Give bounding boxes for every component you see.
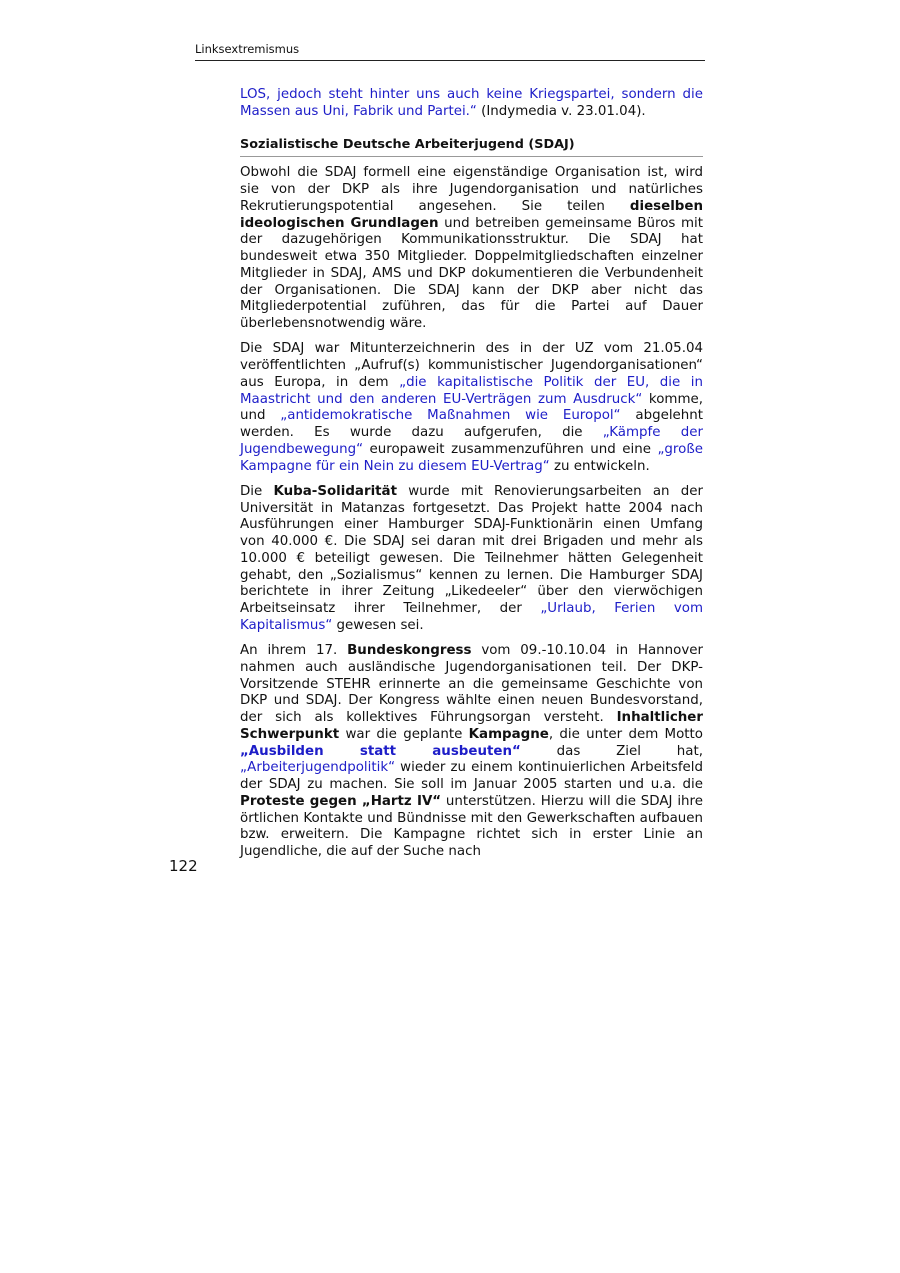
p2-quote-2: „antidemokratische Maßnahmen wie Europol“ [280,408,621,424]
p4-quote-motto: „Ausbilden statt ausbeuten“ [240,743,521,759]
p2-quote-4: „große Kampagne für ein Nein zu diesem EU-Vertrag“ [240,441,703,474]
p4-bold-bundeskongress: Bundeskongress [347,643,472,658]
running-title: Linksextremismus [195,42,300,56]
p2-quote-1: „die kapitalistische Politik der EU, die in Maastricht und den anderen EU-Verträgen zum Ausdruck“ [240,374,704,407]
p1-bold-ideology: dieselben ideologischen Grundlagen [240,198,703,231]
p3-text-a: Die [240,483,274,499]
page-number: 122 [169,857,198,875]
paragraph-4 [240,643,703,861]
running-header [195,42,705,61]
section-heading: Sozialistische Deutsche Arbeiterjugend (SDAJ) [240,137,703,158]
p4-text-g: , die unter dem Motto [548,726,703,742]
p4-text-i: wieder zu einem kontinuierlichen Arbeitsfeld der SDAJ zu machen. Sie soll im Januar 2005 starten und u.a. die [240,760,703,792]
p3-text-c: wurde mit Renovierungsarbeiten an der Universität in Matanzas fortgesetzt. Das Projekt hatte 2004 nach Ausführungen einer Hamburger SDAJ-Funktionärin einen Umfang von 40.000 €. Die SDAJ sei daran mit drei Brigaden und mehr als 10.000 € beteiligt gewesen. Die Teilnehmer hätten Gelegenheit gehabt, den „Sozialismus“ kennen zu lernen. Die Hamburger SDAJ berichtete in ihrer Zeitung „Likedeeler“ über den vierwöchigen Arbeitseinsatz ihrer Teilnehmer, der [240,483,703,616]
p4-quote-2: „Arbeiterjugendpolitik“ [240,760,396,776]
p3-quote-1: „Urlaub, Ferien vom Kapitalismus“ [240,601,703,633]
paragraph-3 [240,484,703,635]
paragraph-2 [240,341,703,475]
p2-quote-3: „Kämpfe der Jugendbewegung“ [240,425,703,457]
quote-text: LOS, jedoch steht hinter uns auch keine Kriegspartei, sondern die Massen aus Uni, Fabrik und Partei.“ [240,87,703,119]
p2-text-c: abgelehnt werden. Es wurde dazu aufgerufen, die [240,408,703,440]
p4-bold-hartz: Proteste gegen „Hartz IV“ [240,793,442,809]
quote-paragraph [240,87,703,121]
p1-text-c: und betreiben gemeinsame Büros mit der dazugehörigen Kommunikationsstruktur. Die SDAJ hat bundesweit etwa 350 Mitglieder. Doppelmitgliedschaften einzelner Mitglieder in SDAJ, AMS und DKP dokumentieren die Verbundenheit der Organisationen. Die SDAJ kann der DKP aber nicht das Mitgliederpotential zuführen, das für die Partei auf Dauer überlebensnotwendig wäre. [240,215,703,331]
p3-bold-kuba: Kuba-Solidarität [273,483,397,499]
p4-bold-schwerpunkt: Inhaltlicher Schwerpunkt [240,710,703,742]
p4-text-h: das Ziel hat, [520,743,703,759]
p2-text-a: Die SDAJ war Mitunterzeichnerin des in der UZ vom 21.05.04 veröffentlichten „Aufruf(s) kommunistischer Jugendorganisationen“ aus Europa, in dem [240,341,703,390]
p4-bold-kampagne: Kampagne [468,726,549,742]
p4-text-c: vom 09.-10.10.04 in Hannover nahmen auch ausländische Jugendorganisationen teil. Der DKP-Vorsitzende STEHR erinnerte an die gemeinsame Geschichte von DKP und SDAJ. Der Kongress wählte einen neuen Bundesvorstand, der sich als kollektives Führungsorgan versteht. [240,643,703,725]
paragraph-1 [240,165,703,333]
p2-text-e: zu entwickeln. [549,458,650,474]
p4-text-k: unterstützen. Hierzu will die SDAJ ihre örtlichen Kontakte und Bündnisse mit den Gewerkschaften aufbauen bzw. erweitern. Die Kampagne richtet sich in erster Linie an Jugendliche, die auf der Suche nach [240,793,703,859]
body-column [240,87,703,869]
p2-text-b: komme, und [240,391,703,424]
p3-text-d: gewesen sei. [332,617,424,633]
p2-text-d: europaweit zusammenzuführen und eine [363,441,658,457]
quote-source: (Indymedia v. 23.01.04). [476,103,646,119]
p4-text-a: An ihrem 17. [240,643,348,658]
p1-text-a: Obwohl die SDAJ formell eine eigenständige Organisation ist, wird sie von der DKP als ihre Jugendorganisation und natürliches Rekrutierungspotential angesehen. Sie teilen [240,165,703,214]
p4-text-e: war die geplante [339,726,469,742]
